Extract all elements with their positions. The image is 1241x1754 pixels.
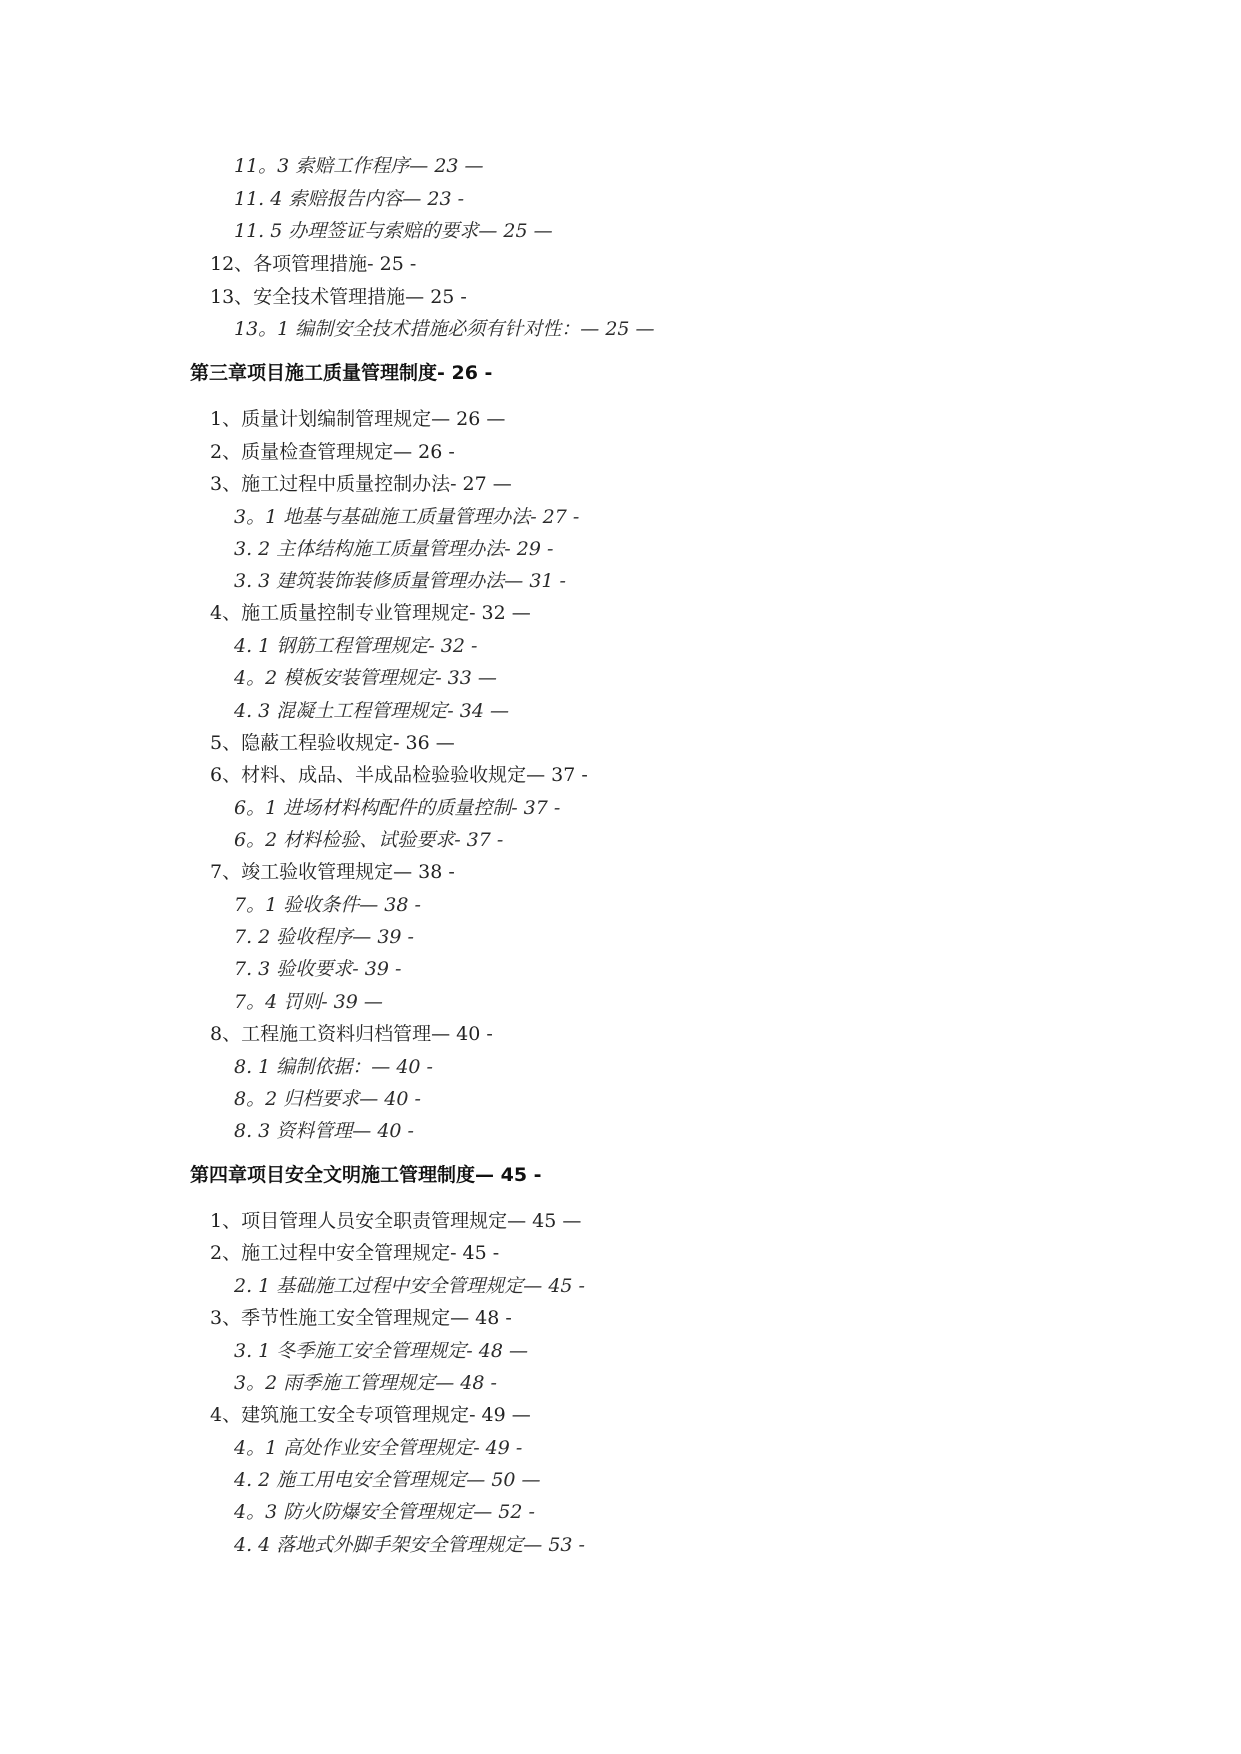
toc-entry[interactable]: 6。1 进场材料构配件的质量控制- 37 - xyxy=(234,797,561,819)
toc-entry[interactable]: 4。3 防火防爆安全管理规定— 52 - xyxy=(234,1501,535,1523)
toc-entry[interactable]: 13。1 编制安全技术措施必须有针对性：— 25 — xyxy=(234,318,655,340)
toc-entry[interactable]: 7。1 验收条件— 38 - xyxy=(234,894,421,916)
toc-entry[interactable]: 5、隐蔽工程验收规定- 36 — xyxy=(210,732,455,754)
toc-entry[interactable]: 7. 2 验收程序— 39 - xyxy=(234,926,414,948)
toc-entry[interactable]: 7。4 罚则- 39 — xyxy=(234,991,383,1013)
toc-entry[interactable]: 11. 5 办理签证与索赔的要求— 25 — xyxy=(234,220,553,242)
toc-entry[interactable]: 4. 2 施工用电安全管理规定— 50 — xyxy=(234,1469,541,1491)
toc-entry[interactable]: 8、工程施工资料归档管理— 40 - xyxy=(210,1023,493,1045)
toc-entry[interactable]: 4。1 高处作业安全管理规定- 49 - xyxy=(234,1437,523,1459)
toc-entry[interactable]: 2、施工过程中安全管理规定- 45 - xyxy=(210,1242,500,1264)
toc-entry[interactable]: 2. 1 基础施工过程中安全管理规定— 45 - xyxy=(234,1275,585,1297)
toc-entry[interactable]: 1、质量计划编制管理规定— 26 — xyxy=(210,408,506,430)
toc-entry[interactable]: 3、施工过程中质量控制办法- 27 — xyxy=(210,473,512,495)
toc-entry[interactable]: 4. 3 混凝土工程管理规定- 34 — xyxy=(234,700,509,722)
toc-entry[interactable]: 4、建筑施工安全专项管理规定- 49 — xyxy=(210,1404,531,1426)
toc-entry[interactable]: 4. 1 钢筋工程管理规定- 32 - xyxy=(234,635,478,657)
toc-entry[interactable]: 6。2 材料检验、试验要求- 37 - xyxy=(234,829,504,851)
toc-entry[interactable]: 3. 1 冬季施工安全管理规定- 48 — xyxy=(234,1340,528,1362)
toc-entry[interactable]: 8。2 归档要求— 40 - xyxy=(234,1088,421,1110)
toc-entry[interactable]: 8. 1 编制依据：— 40 - xyxy=(234,1056,433,1078)
toc-entry[interactable]: 4、施工质量控制专业管理规定- 32 — xyxy=(210,602,531,624)
toc-entry[interactable]: 13、安全技术管理措施— 25 - xyxy=(210,286,467,308)
toc-entry[interactable]: 4. 4 落地式外脚手架安全管理规定— 53 - xyxy=(234,1534,585,1556)
toc-entry[interactable]: 6、材料、成品、半成品检验验收规定— 37 - xyxy=(210,764,588,786)
toc-entry[interactable]: 3。2 雨季施工管理规定— 48 - xyxy=(234,1372,497,1394)
toc-entry[interactable]: 7. 3 验收要求- 39 - xyxy=(234,958,402,980)
toc-entry[interactable]: 11. 4 索赔报告内容— 23 - xyxy=(234,188,465,210)
toc-entry[interactable]: 4。2 模板安装管理规定- 33 — xyxy=(234,667,497,689)
toc-entry[interactable]: 12、各项管理措施- 25 - xyxy=(210,253,417,275)
toc-chapter-heading[interactable]: 第四章项目安全文明施工管理制度— 45 - xyxy=(190,1164,542,1186)
toc-chapter-heading[interactable]: 第三章项目施工质量管理制度- 26 - xyxy=(190,362,493,384)
toc-entry[interactable]: 2、质量检查管理规定— 26 - xyxy=(210,441,455,463)
toc-entry[interactable]: 3. 3 建筑装饰装修质量管理办法— 31 - xyxy=(234,570,566,592)
toc-entry[interactable]: 3、季节性施工安全管理规定— 48 - xyxy=(210,1307,512,1329)
toc-entry[interactable]: 11。3 索赔工作程序— 23 — xyxy=(234,155,484,177)
toc-entry[interactable]: 8. 3 资料管理— 40 - xyxy=(234,1120,414,1142)
toc-entry[interactable]: 1、项目管理人员安全职责管理规定— 45 — xyxy=(210,1210,582,1232)
toc-entry[interactable]: 7、竣工验收管理规定— 38 - xyxy=(210,861,455,883)
toc-entry[interactable]: 3. 2 主体结构施工质量管理办法- 29 - xyxy=(234,538,554,560)
toc-entry[interactable]: 3。1 地基与基础施工质量管理办法- 27 - xyxy=(234,506,580,528)
